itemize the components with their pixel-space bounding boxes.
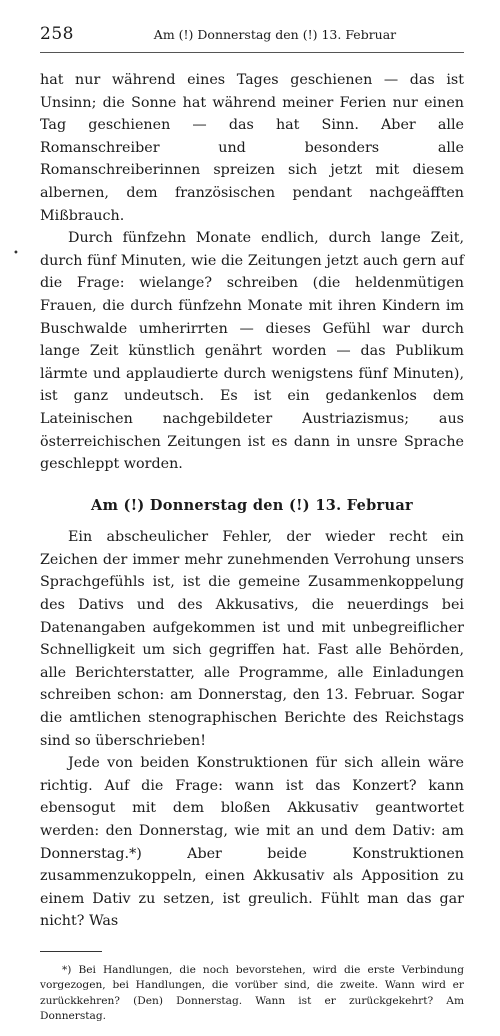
- footnote: *) Bei Handlungen, die noch bevorstehen, wird die erste Verbindung vorgezogen, bei Handlungen, die vorüber sind, die zweite. Wann wird er zurückkehren? (Den) Donnerstag. Wann ist er zurückgekehrt? Am Donnerstag.: [40, 963, 464, 1023]
- section-heading: Am (!) Donnerstag den (!) 13. Februar: [91, 496, 413, 514]
- paragraph: Durch fünfzehn Monate endlich, durch lange Zeit, durch fünf Minuten, wie die Zeitungen jetzt auch gern auf die Frage: wielange? schreiben (die heldenmütigen Frauen, die durch fünfzehn Monate mit ihren Kindern im Buschwalde umherirrten — dieses Gefühl war durch lange Zeit künstlich genährt worden — das Publikum lärmte und applaudierte durch wenigstens fünf Minuten), ist ganz undeutsch. Es ist ein gedankenlos dem Lateinischen nachgebildeter Austriazismus; aus österreichischen Zeitungen ist es dann in unsre Sprache geschleppt worden.: [40, 230, 464, 473]
- main-text: [13, 69, 464, 933]
- header-rule: [40, 52, 464, 53]
- margin-mark: •: [13, 248, 19, 259]
- running-head: Am (!) Donnerstag den (!) 13. Februar: [153, 27, 397, 42]
- page-header: [40, 24, 464, 48]
- book-page: [13, 24, 464, 1036]
- page-number: 258: [40, 24, 74, 44]
- paragraph: Jede von beiden Konstruktionen für sich allein wäre richtig. Auf die Frage: wann ist das Konzert? kann ebensogut mit dem bloßen Akkusativ geantwortet werden: den Donnerstag, wie mit an und dem Dativ: am Donnerstag.*) Aber beide Konstruktionen zusammenzukoppeln, einen Akkusativ als Apposition zu einem Dativ zu setzen, ist greulich. Fühlt man das gar nicht? Was: [40, 755, 464, 930]
- paragraph: Ein abscheulicher Fehler, der wieder recht ein Zeichen der immer mehr zunehmenden Verrohung unsers Sprachgefühls ist, ist die gemeine Zusammenkoppelung des Dativs und des Akkusativs, die neuerdings bei Datenangaben aufgekommen ist und mit unbegreiflicher Schnelligkeit um sich gegriffen hat. Fast alle Behörden, alle Berichterstatter, alle Programme, alle Einladungen schreiben schon: am Donnerstag, den 13. Februar. Sogar die amtlichen stenographischen Berichte des Reichstags sind so überschrieben!: [40, 529, 464, 749]
- paragraph-continuation: hat nur während eines Tages geschienen — das ist Unsinn; die Sonne hat während meiner Ferien nur einen Tag geschienen — das hat Sinn. Aber alle Romanschreiber und besonders alle Romanschreiberinnen spreizen sich jetzt mit diesem albernen, dem französischen pendant nachgeäfften Mißbrauch.: [40, 72, 464, 224]
- footnote-rule: [40, 951, 102, 952]
